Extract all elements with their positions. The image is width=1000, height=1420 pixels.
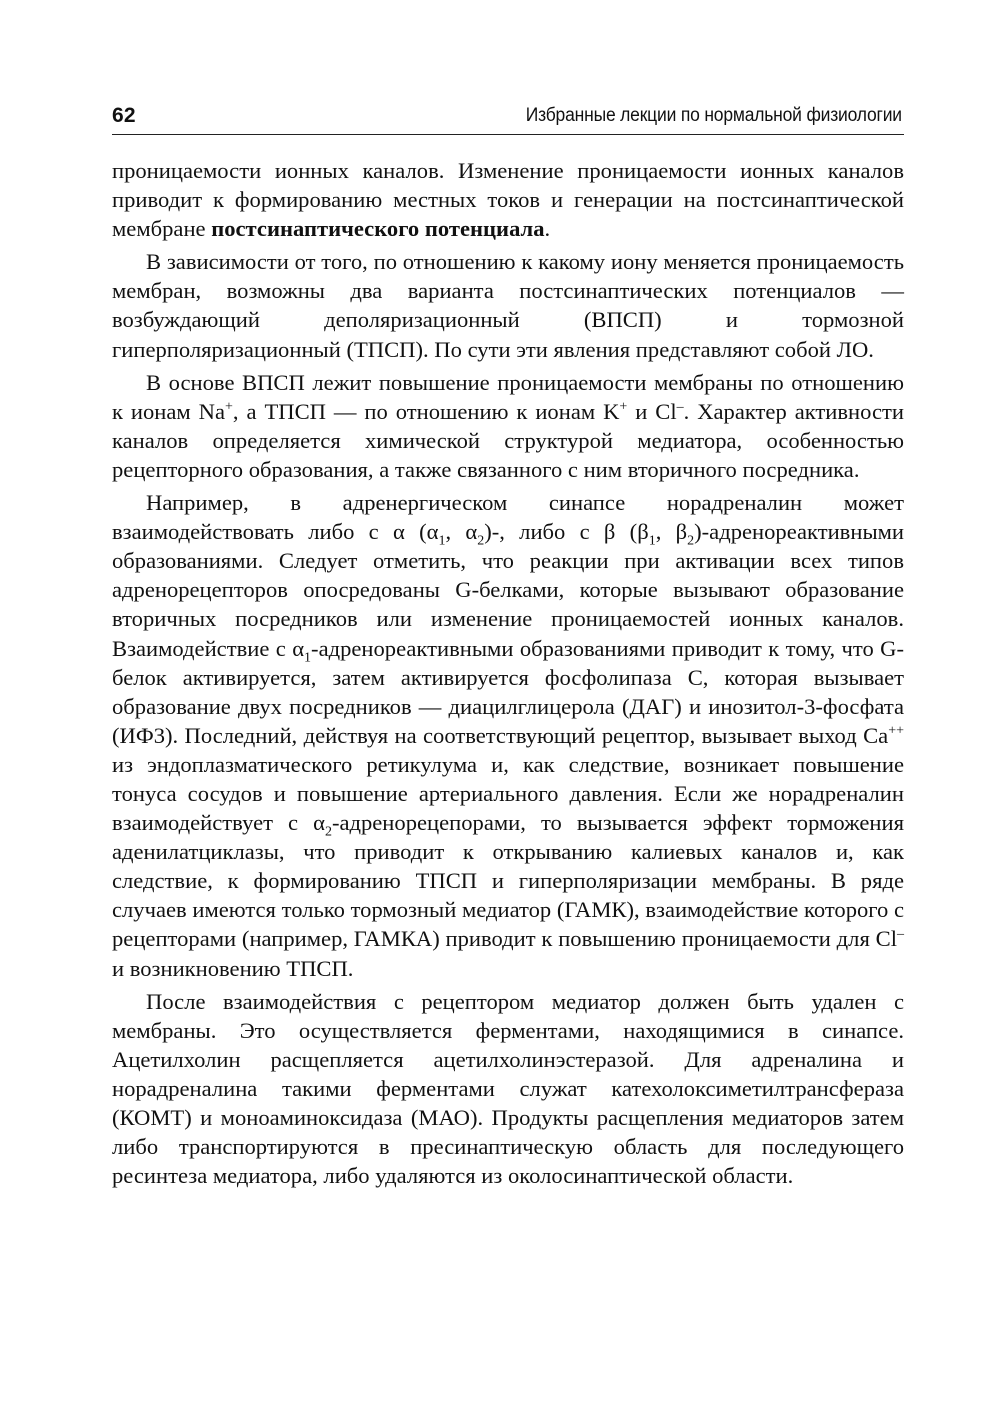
paragraph-4-text-f: -адренореактивными образованиями приводит к тому, что G-белок активируется, затем активируется фосфолипаза С, которая вызывает образование двух посредников — диацилглицерола (ДАГ) и инозитол-3-фосфата (ИФ3). Последний, действуя на соответствующий рецептор, вызывает выход Са	[112, 635, 904, 748]
ion-charge: +	[225, 399, 233, 415]
body-text	[112, 156, 904, 1194]
subscript-index: 1	[304, 650, 312, 666]
book-title: Избранные лекции по нормальной физиологии	[525, 105, 902, 126]
paragraph-3-text-b: , а ТПСП — по отношению к ионам K	[232, 398, 620, 424]
subscript-index: 1	[438, 533, 446, 549]
subscript-index: 2	[477, 533, 485, 549]
paragraph-1-end: .	[544, 216, 551, 242]
ion-charge: –	[676, 399, 684, 415]
paragraph-4	[112, 488, 904, 983]
running-header	[112, 100, 904, 135]
paragraph-4-text-b: , α	[445, 519, 478, 545]
ion-charge: –	[897, 926, 904, 942]
paragraph-4-text-d: , β	[655, 519, 688, 545]
emphasis-term: постсинаптического потенциала	[211, 216, 545, 242]
paragraph-4-text-h: -адренорецепорами, то вызывается эффект торможения аденилатциклазы, что приводит к открыванию калиевых каналов и, как следствие, к формированию ТПСП и гиперполяризации мембраны. В ряде случаев имеются только тормозный медиатор (ГАМК), взаимодействие которого с рецепторами (например, ГАМКА) приводит к повышению проницаемости для Cl	[112, 810, 904, 952]
paragraph-3-text-d: . Характер активности каналов определяется химической структурой медиатора, особенностью рецепторного образования, а также связанного с ним вторичного посредника.	[112, 398, 904, 482]
subscript-index: 1	[648, 533, 656, 549]
paragraph-1-text: проницаемости ионных каналов. Изменение проницаемости ионных каналов приводит к формированию местных токов и генерации на постсинаптической мембране	[112, 158, 904, 242]
paragraph-1	[112, 156, 904, 243]
paragraph-2: В зависимости от того, по отношению к какому иону меняется проницаемость мембран, возможны два варианта постсинаптических потенциалов — возбуждающий деполяризационный (ВПСП) и тормозной гиперполяризационный (ТПСП). По сути эти явления представляют собой ЛО.	[112, 249, 904, 362]
paragraph-4-text-i: и возникновению ТПСП.	[112, 955, 354, 981]
paragraph-4-text-g: из эндоплазматического ретикулума и, как следствие, возникает повышение тонуса сосудов и повышение артериального давления. Если же норадреналин взаимодействует с α	[112, 751, 904, 836]
paragraph-4-text-e: )-адренореактивными образованиями. Следует отметить, что реакции при активации всех типов адренорецепторов опосредованы G-белками, которые вызывают образование вторичных посредников или изменение проницаемостей ионных каналов. Взаимодействие с α	[112, 519, 905, 661]
paragraph-5: После взаимодействия с рецептором медиатор должен быть удален с мембраны. Это осуществляется ферментами, находящимися в синапсе. Ацетилхолин расщепляется ацетилхолинэстеразой. Для адреналина и норадреналина такими ферментами служат катехолоксиметилтрансфераза (КОМТ) и моноаминоксидаза (МАО). Продукты расщепления медиаторов затем либо транспортируются в пресинаптическую область для последующего ресинтеза медиатора, либо удаляются из околосинаптической области.	[112, 988, 904, 1189]
page-number: 62	[112, 104, 136, 127]
ion-charge: ++	[888, 723, 904, 739]
paragraph-3	[112, 368, 904, 484]
paragraph-3-text-a: В основе ВПСП лежит повышение проницаемости мембраны по отношению к ионам Na	[112, 369, 904, 424]
paragraph-3-text-c: и Cl	[627, 398, 677, 424]
ion-charge: +	[619, 399, 628, 415]
subscript-index: 2	[687, 533, 695, 549]
paragraph-4-text-a: Например, в адренергическом синапсе норадреналин может взаимодействовать либо с α (α	[112, 490, 904, 545]
subscript-index: 2	[324, 824, 332, 840]
paragraph-4-text-c: )-, либо с β (β	[484, 519, 649, 545]
